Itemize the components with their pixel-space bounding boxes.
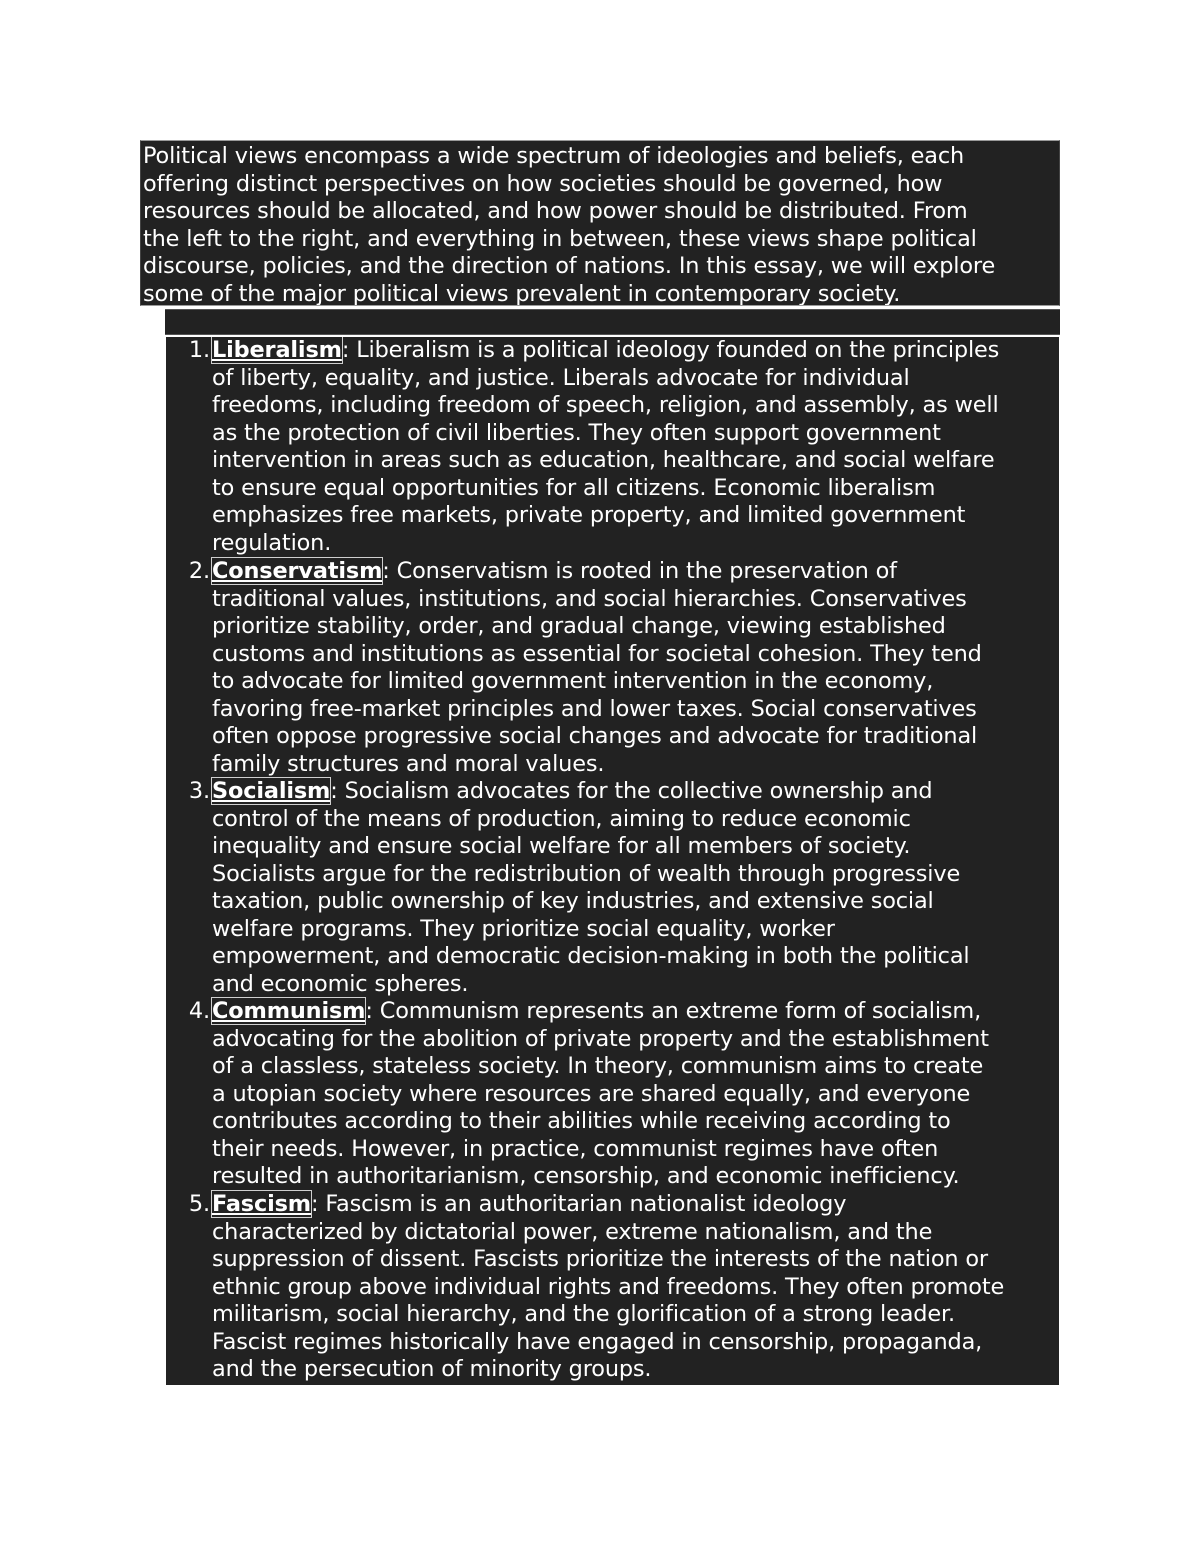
ideology-list	[166, 337, 1059, 1385]
list-item-number: 2.	[188, 558, 210, 584]
highlight-spacer	[165, 309, 1060, 335]
list-item-body	[212, 1191, 1059, 1384]
list-item-text: : Liberalism is a political ideology founded on the principles of liberty, equality, and justice. Liberals advocate for individual freedoms, including freedom of speech, religion, and assembly, as well as the protection of civil liberties. They often support government intervention in areas such as education, healthcare, and social welfare to ensure equal opportunities for all citizens. Economic liberalism emphasizes free markets, private property, and limited government regulation.	[212, 337, 1000, 556]
term-communism: Communism	[212, 998, 366, 1024]
list-item-body	[212, 558, 1059, 778]
list-item-number: 1.	[188, 337, 210, 363]
list-item-body	[212, 337, 1059, 557]
list-item-number: 3.	[188, 778, 210, 804]
list-item-number: 4.	[188, 998, 210, 1024]
intro-paragraph: Political views encompass a wide spectrum of ideologies and beliefs, each offering distinct perspectives on how societies should be governed, how resources should be allocated, and how power should be distributed. From the left to the right, and everything in between, these views shape political discourse, policies, and the direction of nations. In this essay, we will explore some of the major political views prevalent in contemporary society.	[140, 140, 1060, 306]
list-item-body	[212, 778, 1059, 998]
list-item-text: : Socialism advocates for the collective ownership and control of the means of production, aiming to reduce economic inequality and ensure social welfare for all members of society. Socialists argue for the redistribution of wealth through progressive taxation, public ownership of key industries, and extensive social welfare programs. They prioritize social equality, worker empowerment, and democratic decision-making in both the political and economic spheres.	[212, 778, 970, 997]
term-socialism: Socialism	[212, 778, 331, 804]
term-conservatism: Conservatism	[212, 558, 383, 584]
list-item-body	[212, 998, 1059, 1191]
list-item-text: : Conservatism is rooted in the preservation of traditional values, institutions, and social hierarchies. Conservatives prioritize stability, order, and gradual change, viewing established customs and institutions as essential for societal cohesion. They tend to advocate for limited government intervention in the economy, favoring free-market principles and lower taxes. Social conservatives often oppose progressive social changes and advocate for traditional family structures and moral values.	[212, 558, 982, 777]
list-item-text: : Communism represents an extreme form of socialism, advocating for the abolition of private property and the establishment of a classless, stateless society. In theory, communism aims to create a utopian society where resources are shared equally, and everyone contributes according to their abilities while receiving according to their needs. However, in practice, communist regimes have often resulted in authoritarianism, censorship, and economic inefficiency.	[212, 998, 989, 1189]
term-liberalism: Liberalism	[212, 337, 342, 363]
list-item-text: : Fascism is an authoritarian nationalist ideology characterized by dictatorial power, extreme nationalism, and the suppression of dissent. Fascists prioritize the interests of the nation or ethnic group above individual rights and freedoms. They often promote militarism, social hierarchy, and the glorification of a strong leader. Fascist regimes historically have engaged in censorship, propaganda, and the persecution of minority groups.	[212, 1191, 1005, 1382]
term-fascism: Fascism	[212, 1191, 311, 1217]
list-item-number: 5.	[188, 1191, 210, 1217]
